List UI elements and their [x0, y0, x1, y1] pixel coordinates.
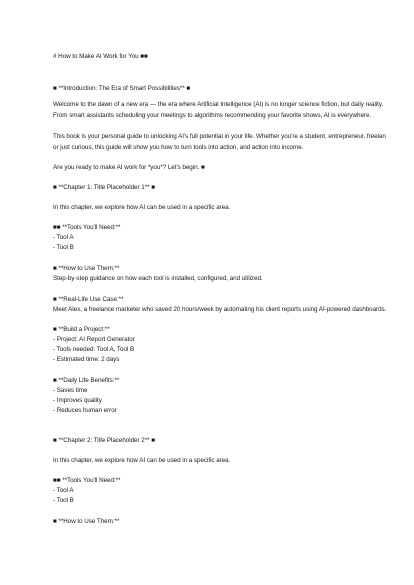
- list-item: - Project: AI Report Generator: [53, 336, 135, 343]
- section-heading: ■■ **Tools You'll Need:**: [53, 224, 121, 231]
- section-heading: ■ **Build a Project:**: [53, 326, 110, 333]
- intro-paragraph-line: Welcome to the dawn of a new era — the era where Artificial Intelligence (AI) is no longer science fiction, but daily reality.: [53, 101, 384, 108]
- section-heading: ■■ **Tools You'll Need:**: [53, 477, 121, 484]
- section-heading: ■ **How to Use Them:**: [53, 518, 120, 525]
- intro-paragraph-line: or just curious, this guide will show you how to turn tools into action, and action into income.: [53, 144, 304, 151]
- list-item: - Reduces human error: [53, 407, 117, 414]
- list-item: - Improves quality: [53, 397, 102, 404]
- list-item: - Tools needed: Tool A, Tool B: [53, 346, 135, 353]
- chapter-intro: In this chapter, we explore how AI can be used in a specific area.: [53, 204, 231, 211]
- section-heading: ■ **Daily Life Benefits:**: [53, 377, 120, 384]
- intro-paragraph-line: Are you ready to make AI work for *you*? Let's begin. ■: [53, 164, 205, 171]
- section-heading: ■ **Real-Life Use Case:**: [53, 296, 124, 303]
- chapter-intro: In this chapter, we explore how AI can be used in a specific area.: [53, 457, 231, 464]
- chapter-heading: ■ **Chapter 2: Title Placeholder 2** ■: [53, 437, 155, 444]
- section-paragraph: Step-by-step guidance on how each tool is installed, configured, and utilized.: [53, 275, 263, 282]
- list-item: - Estimated time: 2 days: [53, 356, 120, 363]
- section-heading: ■ **How to Use Them:**: [53, 265, 120, 272]
- list-item: - Tool B: [53, 244, 74, 251]
- list-item: - Tool A: [53, 234, 74, 241]
- document-title: # How to Make AI Work for You ■■: [53, 53, 148, 60]
- list-item: - Tool B: [53, 497, 74, 504]
- intro-heading: ■ **Introduction: The Era of Smart Possibilities** ■: [53, 85, 191, 92]
- section-paragraph: Meet Alex, a freelance marketer who saved 20 hours/week by automating his client reports using AI-powered dashboards.: [53, 306, 387, 313]
- intro-paragraph-line: This book is your personal guide to unlocking AI's full potential in your life. Whether you're a student, entrepreneur, freelan: [53, 133, 386, 140]
- list-item: - Saves time: [53, 387, 88, 394]
- chapter-heading: ■ **Chapter 1: Title Placeholder 1** ■: [53, 184, 155, 191]
- intro-paragraph-line: From smart assistants scheduling your meetings to algorithms recommending your favorite shows, AI is everywhere.: [53, 112, 372, 119]
- list-item: - Tool A: [53, 487, 74, 494]
